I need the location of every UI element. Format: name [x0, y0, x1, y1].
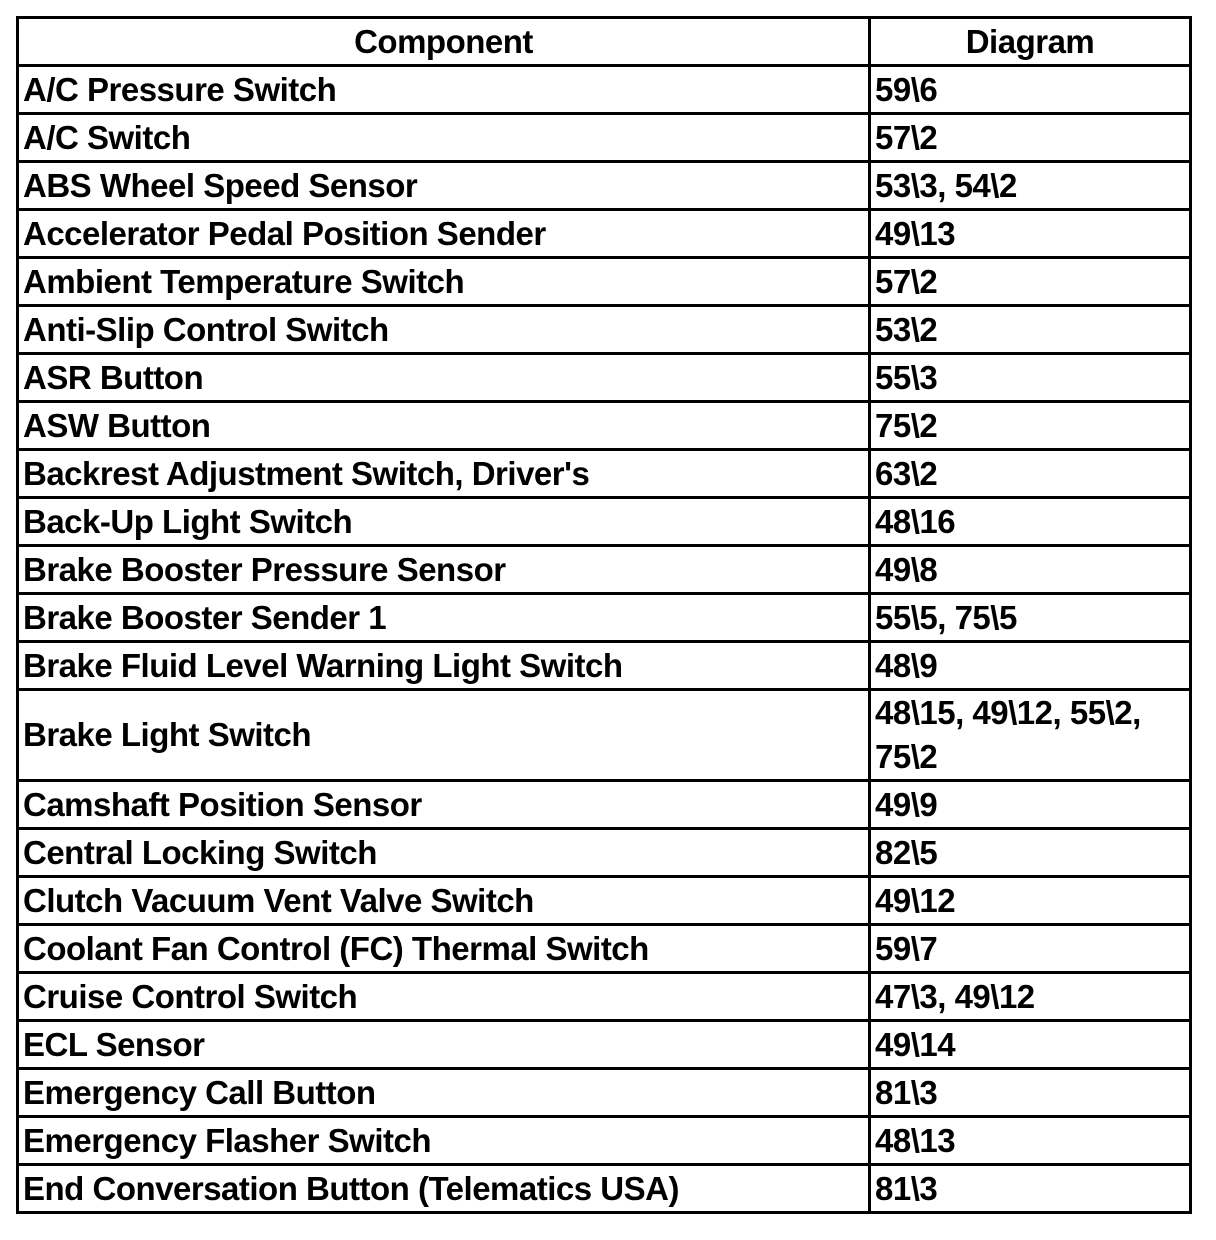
diagram-cell: 49\13	[870, 210, 1191, 258]
table-row	[18, 1165, 1191, 1213]
table-row	[18, 1117, 1191, 1165]
table-row	[18, 829, 1191, 877]
table-row	[18, 877, 1191, 925]
diagram-cell: 81\3	[870, 1165, 1191, 1213]
component-cell: ECL Sensor	[18, 1021, 870, 1069]
table-row	[18, 642, 1191, 690]
component-cell: Coolant Fan Control (FC) Thermal Switch	[18, 925, 870, 973]
table-row	[18, 402, 1191, 450]
component-cell: Clutch Vacuum Vent Valve Switch	[18, 877, 870, 925]
component-cell: Anti-Slip Control Switch	[18, 306, 870, 354]
table-row	[18, 306, 1191, 354]
component-cell: Brake Light Switch	[18, 690, 870, 781]
table-row	[18, 594, 1191, 642]
component-cell: Accelerator Pedal Position Sender	[18, 210, 870, 258]
component-cell: Emergency Call Button	[18, 1069, 870, 1117]
component-cell: End Conversation Button (Telematics USA)	[18, 1165, 870, 1213]
table-row	[18, 690, 1191, 781]
component-cell: A/C Pressure Switch	[18, 66, 870, 114]
component-diagram-table	[16, 16, 1192, 1214]
component-cell: ASR Button	[18, 354, 870, 402]
table-row	[18, 258, 1191, 306]
component-cell: Cruise Control Switch	[18, 973, 870, 1021]
table-row	[18, 925, 1191, 973]
table-row	[18, 66, 1191, 114]
table-row	[18, 546, 1191, 594]
component-cell: Ambient Temperature Switch	[18, 258, 870, 306]
component-cell: Brake Booster Pressure Sensor	[18, 546, 870, 594]
diagram-cell: 48\15, 49\12, 55\2, 75\2	[870, 690, 1191, 781]
component-cell: Camshaft Position Sensor	[18, 781, 870, 829]
diagram-cell: 49\14	[870, 1021, 1191, 1069]
diagram-cell: 59\7	[870, 925, 1191, 973]
diagram-cell: 48\13	[870, 1117, 1191, 1165]
diagram-cell: 47\3, 49\12	[870, 973, 1191, 1021]
table-row	[18, 498, 1191, 546]
table-row	[18, 781, 1191, 829]
table-row	[18, 210, 1191, 258]
table-row	[18, 450, 1191, 498]
diagram-cell: 82\5	[870, 829, 1191, 877]
component-cell: A/C Switch	[18, 114, 870, 162]
header-row	[18, 18, 1191, 66]
diagram-cell: 48\9	[870, 642, 1191, 690]
table-row	[18, 162, 1191, 210]
diagram-cell: 53\2	[870, 306, 1191, 354]
diagram-cell: 63\2	[870, 450, 1191, 498]
table-row	[18, 973, 1191, 1021]
header-component: Component	[18, 18, 870, 66]
component-cell: ABS Wheel Speed Sensor	[18, 162, 870, 210]
diagram-cell: 57\2	[870, 258, 1191, 306]
diagram-cell: 55\3	[870, 354, 1191, 402]
diagram-cell: 57\2	[870, 114, 1191, 162]
diagram-cell: 49\8	[870, 546, 1191, 594]
diagram-cell: 49\12	[870, 877, 1191, 925]
component-cell: Backrest Adjustment Switch, Driver's	[18, 450, 870, 498]
diagram-cell: 55\5, 75\5	[870, 594, 1191, 642]
diagram-cell: 75\2	[870, 402, 1191, 450]
diagram-cell: 53\3, 54\2	[870, 162, 1191, 210]
diagram-cell: 49\9	[870, 781, 1191, 829]
component-cell: Brake Fluid Level Warning Light Switch	[18, 642, 870, 690]
component-cell: Brake Booster Sender 1	[18, 594, 870, 642]
table-row	[18, 114, 1191, 162]
table-row	[18, 1021, 1191, 1069]
table-body	[18, 66, 1191, 1213]
component-cell: Central Locking Switch	[18, 829, 870, 877]
component-cell: Emergency Flasher Switch	[18, 1117, 870, 1165]
diagram-cell: 48\16	[870, 498, 1191, 546]
diagram-cell: 59\6	[870, 66, 1191, 114]
component-cell: Back-Up Light Switch	[18, 498, 870, 546]
table-row	[18, 354, 1191, 402]
component-cell: ASW Button	[18, 402, 870, 450]
header-diagram: Diagram	[870, 18, 1191, 66]
table-row	[18, 1069, 1191, 1117]
diagram-cell: 81\3	[870, 1069, 1191, 1117]
